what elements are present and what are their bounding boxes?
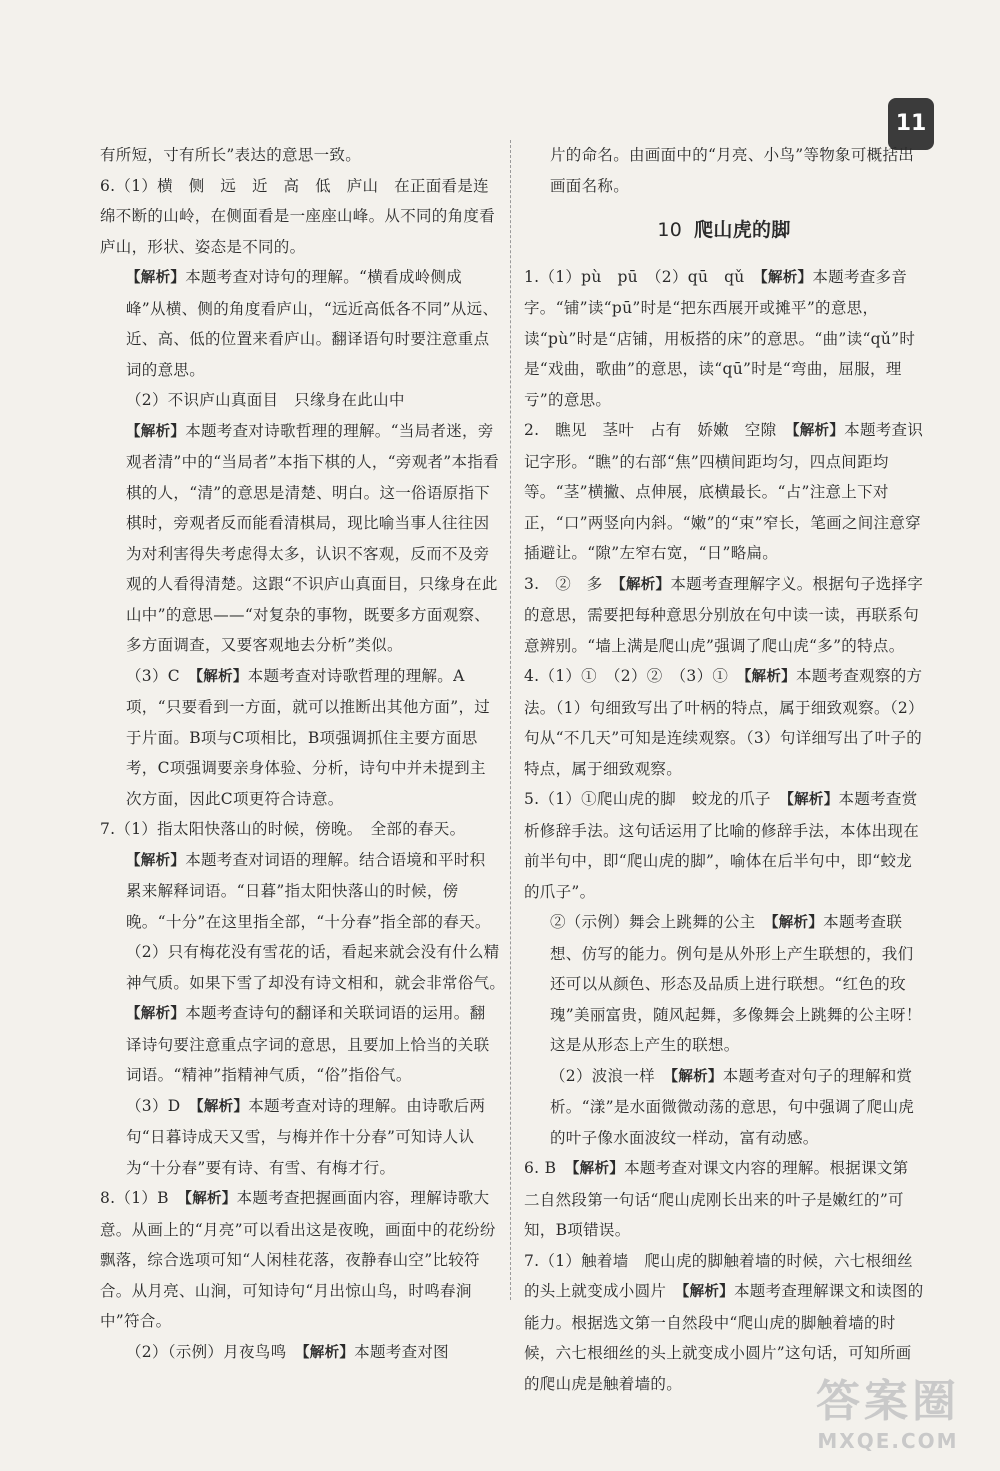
- analysis-tag: 【解析】: [126, 423, 186, 440]
- answer-text: 6. B: [524, 1159, 573, 1177]
- answer-paragraph: [100, 845, 500, 938]
- right-column-continuation: 片的命名。由画面中的“月亮、小鸟”等物象可概括出画面名称。: [550, 146, 915, 195]
- analysis-tag: 【解析】: [184, 1191, 237, 1207]
- analysis-tag: 【解析】: [760, 269, 813, 286]
- section-title: [524, 215, 924, 246]
- answer-paragraph: [524, 1153, 924, 1246]
- analysis-tag: 【解析】: [302, 1344, 355, 1361]
- answer-paragraph: [100, 140, 500, 171]
- answer-paragraph: [100, 385, 500, 416]
- answer-text: 7.（1）指太阳快落山的时候，傍晚。 全部的春天。: [100, 820, 466, 838]
- answer-text: 5.（1）①爬山虎的脚 蛟龙的爪子: [524, 790, 787, 808]
- answer-paragraph: [100, 1337, 500, 1369]
- analysis-text: 本题考查把握画面内容，理解诗歌大意。从画上的“月亮”可以看出这是夜晚，画面中的花纷纷飘落，综合选项可知“人闲桂花落，夜静春山空”比较符合。从月亮、山涧，可知诗句“月出惊山鸟，时鸣春涧中”符合。: [100, 1189, 496, 1330]
- answer-paragraph: [524, 262, 924, 416]
- answer-text: 3. ② 多: [524, 574, 619, 593]
- answer-text: （2）不识庐山真面目 只缘身在此山中: [126, 391, 405, 409]
- watermark-url: MXQE.COM: [817, 1429, 959, 1453]
- answer-text: 4.（1）① （2）② （3）①: [524, 667, 744, 685]
- analysis-text: 本题考查对图: [354, 1342, 449, 1361]
- analysis-tag: 【解析】: [126, 1006, 186, 1022]
- analysis-text: 本题考查理解课文和读图的能力。根据选文第一自然段中“爬山虎的脚触着墙的时候，六七根细丝的头上就变成小圆片”这句话，可知所画的爬山虎是触着墙的。: [524, 1282, 924, 1393]
- answer-paragraph: [524, 415, 924, 569]
- answer-paragraph: [524, 784, 924, 907]
- answer-text: （2）只有梅花没有雪花的话，看起来就会没有什么精神气质。如果下雪了却没有诗文相和，就会非常俗气。: [126, 943, 514, 992]
- answer-text: （3）C: [126, 666, 196, 685]
- right-column: [524, 140, 924, 1399]
- watermark: [816, 1365, 960, 1453]
- answer-text: 6.（1）横 侧 远 近 高 低 庐山 在正面看是连绵不断的山岭，在侧面看是一座座山峰。从不同的角度看庐山，形状、姿态是不同的。: [100, 176, 496, 256]
- answer-paragraph: [100, 814, 500, 845]
- answer-paragraph: [524, 907, 924, 1061]
- analysis-tag: 【解析】: [126, 852, 186, 869]
- answer-paragraph: [524, 1061, 924, 1154]
- analysis-tag: 【解析】: [771, 915, 824, 931]
- analysis-text: 本题考查诗句的翻译和关联词语的运用。翻译诗句要注意重点字词的意思，且要加上恰当的关联词语。“精神”指精神气质，“俗”指俗气。: [126, 1004, 490, 1084]
- analysis-text: 本题考查对诗歌哲理的理解。A项，“只要看到一方面，就可以推断出其他方面”，过于片面。B项与C项相比，B项强调抓住主要方面思考，C项强调要亲身体验、分析，诗句中并未提到主次方面，因此C项更符合诗意。: [126, 666, 491, 808]
- answer-paragraph: [100, 661, 500, 815]
- analysis-tag: 【解析】: [743, 669, 796, 685]
- section-number: 10: [657, 219, 683, 241]
- right-answers: [524, 262, 924, 1400]
- answer-text: （2）波浪一样: [550, 1066, 671, 1085]
- analysis-text: 本题考查对诗的理解。由诗歌后两句“日暮诗成天又雪，与梅并作十分春”可知诗人认为“十分春”要有诗、有雪、有梅才行。: [126, 1096, 486, 1177]
- analysis-text: 本题考查对诗句的理解。“横看成岭侧成峰”从横、侧的角度看庐山，“远近高低各不同”从远、近、高、低的位置来看庐山。翻译语句时要注意重点词的意思。: [126, 268, 499, 379]
- answer-text: （3）D: [126, 1096, 197, 1115]
- analysis-text: 本题考查多音字。“铺”读“pū”时是“把东西展开或摊平”的意思，读“pù”时是“店铺，用板搭的床”的意思。“曲”读“qǔ”时是“戏曲，歌曲”的意思，读“qū”时是“弯曲，屈服，理亏”的意思。: [524, 267, 916, 409]
- analysis-tag: 【解析】: [195, 668, 248, 685]
- watermark-logo-text: 答案圈: [816, 1376, 960, 1427]
- analysis-text: 本题考查对诗歌哲理的理解。“当局者迷，旁观者清”中的“当局者”本指下棋的人，“旁观者”本指看棋的人，“清”的意思是清楚、明白。这一俗语原指下棋时，旁观者反而能看清棋局，现比喻当事人往往因为对利害得失考虑得太多，认识不客观，反而不及旁观的人看得清楚。这跟“不识庐山真面目，只缘身在此山中”的意思——“对复杂的事物，既要多方面观察、多方面调查，又要客观地去分析”类似。: [126, 421, 499, 654]
- answer-paragraph: [100, 416, 500, 661]
- answer-text: 8.（1）B: [100, 1189, 185, 1207]
- analysis-tag: 【解析】: [618, 576, 671, 593]
- analysis-tag: 【解析】: [670, 1068, 723, 1085]
- answer-paragraph: [100, 1091, 500, 1184]
- analysis-text: 本题考查观察的方法。（1）句细致写出了叶柄的特点，属于细致观察。（2）句从“不几天”可知是连续观察。（3）句详细写出了叶子的特点，属于细致观察。: [524, 667, 924, 778]
- analysis-tag: 【解析】: [792, 423, 845, 439]
- analysis-tag: 【解析】: [126, 270, 186, 286]
- answer-text: 1.（1）pù pū （2）qū qǔ: [524, 267, 761, 286]
- analysis-text: 本题考查赏析修辞手法。这句话运用了比喻的修辞手法，本体出现在前半句中，即“爬山虎的脚”，喻体在后半句中，即“蛟龙的爪子”。: [524, 790, 920, 901]
- answer-text: ②（示例）舞会上跳舞的公主: [550, 913, 772, 931]
- answer-paragraph: [100, 262, 500, 385]
- section-title-text: 爬山虎的脚: [694, 219, 791, 241]
- answer-paragraph: [100, 1183, 500, 1337]
- analysis-tag: 【解析】: [572, 1161, 625, 1177]
- analysis-tag: 【解析】: [786, 792, 839, 808]
- answer-text: 2. 瞧见 茎叶 占有 娇嫩 空隙: [524, 421, 793, 439]
- left-column: [100, 140, 514, 1368]
- analysis-tag: 【解析】: [196, 1098, 249, 1115]
- analysis-text: 本题考查对词语的理解。结合语境和平时积累来解释词语。“日暮”指太阳快落山的时候，傍晚。“十分”在这里指全部，“十分春”指全部的春天。: [126, 850, 491, 931]
- answer-text: 有所短，寸有所长”表达的意思一致。: [100, 146, 362, 164]
- answer-paragraph: [100, 937, 514, 1091]
- analysis-text: 本题考查理解字义。根据句子选择字的意思，需要把每种意思分别放在句中读一读，再联系句意辨别。“墙上满是爬山虎”强调了爬山虎“多”的特点。: [524, 574, 924, 655]
- answer-text: （2）（示例）月夜鸟鸣: [126, 1342, 303, 1361]
- answer-paragraph: [524, 569, 924, 662]
- page-number-badge: 11: [888, 98, 934, 150]
- analysis-tag: 【解析】: [682, 1284, 734, 1300]
- analysis-text: 本题考查联想、仿写的能力。例句是从外形上产生联想的，我们还可以从颜色、形态及品质上进行联想。“红色的玫瑰”美丽富贵，随风起舞，多像舞会上跳舞的公主呀！这是从形态上产生的联想。: [550, 913, 922, 1054]
- answer-paragraph: [100, 171, 500, 263]
- column-divider: [510, 140, 511, 1300]
- answer-text: 7.（1）触着墙 爬山虎的脚触着墙的时候，六七根细丝的头上就变成小圆片: [524, 1251, 913, 1300]
- analysis-text: 本题考查对句子的理解和赏析。“漾”是水面微微动荡的意思，句中强调了爬山虎的叶子像水面波纹一样动，富有动感。: [550, 1066, 915, 1147]
- answer-paragraph: [524, 661, 924, 784]
- analysis-text: 本题考查识记字形。“瞧”的右部“焦”四横间距均匀，四点间距均等。“茎”横撇、点伸展，底横最长。“占”注意上下对正，“口”两竖向内斜。“嫩”的“束”窄长，笔画之间注意穿插避让。“隙”左窄右宽，“日”略扁。: [524, 421, 924, 562]
- analysis-text: 本题考查对课文内容的理解。根据课文第二自然段第一句话“爬山虎刚长出来的叶子是嫩红的”可知，B项错误。: [524, 1159, 909, 1239]
